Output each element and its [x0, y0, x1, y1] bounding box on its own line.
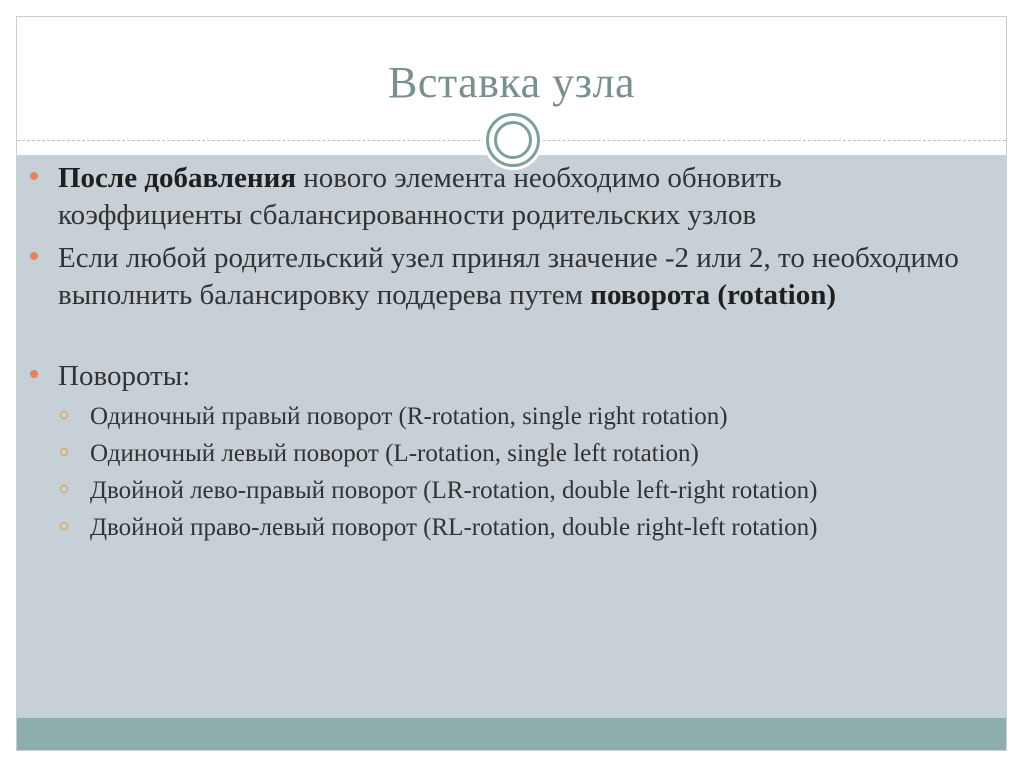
subbullet-item	[28, 475, 968, 506]
bullet-text: Если любой родительский узел принял значение -2 или 2, то необходимо выполнить балансировку поддерева путем	[58, 242, 959, 311]
bullet-dot-icon	[30, 370, 38, 378]
subbullet-text: Одиночный правый поворот (R-rotation, single right rotation)	[90, 403, 728, 430]
bullet-list	[28, 160, 968, 549]
bullet-bold-text: поворота (rotation)	[590, 279, 836, 311]
subbullet-ring-icon	[60, 522, 68, 530]
subbullet-text: Двойной право-левый поворот (RL-rotation, double right-left rotation)	[90, 514, 818, 541]
bullet-text: Повороты:	[58, 360, 191, 392]
bullet-item	[28, 358, 968, 395]
subbullet-text: Одиночный левый поворот (L-rotation, single left rotation)	[90, 440, 699, 467]
decorative-ring-inner	[494, 121, 532, 159]
bullet-item	[28, 160, 968, 234]
subbullet-ring-icon	[60, 448, 68, 456]
subbullet-text: Двойной лево-правый поворот (LR-rotation, double left-right rotation)	[90, 477, 818, 504]
subbullet-ring-icon	[60, 485, 68, 493]
bullet-dot-icon	[30, 252, 38, 260]
subbullet-item	[28, 401, 968, 432]
footer-band	[17, 718, 1006, 751]
slide-title: Вставка узла	[387, 58, 636, 107]
subbullet-item	[28, 438, 968, 469]
decorative-ring-icon	[486, 113, 540, 167]
subbullet-ring-icon	[60, 411, 68, 419]
bullet-dot-icon	[30, 172, 38, 180]
bullet-text: нового элемента необходимо обновить коэффициенты сбалансированности родительских узлов	[58, 162, 782, 231]
bullet-item	[28, 240, 968, 314]
subbullet-item	[28, 512, 968, 543]
bullet-bold-text: После добавления	[58, 162, 297, 194]
